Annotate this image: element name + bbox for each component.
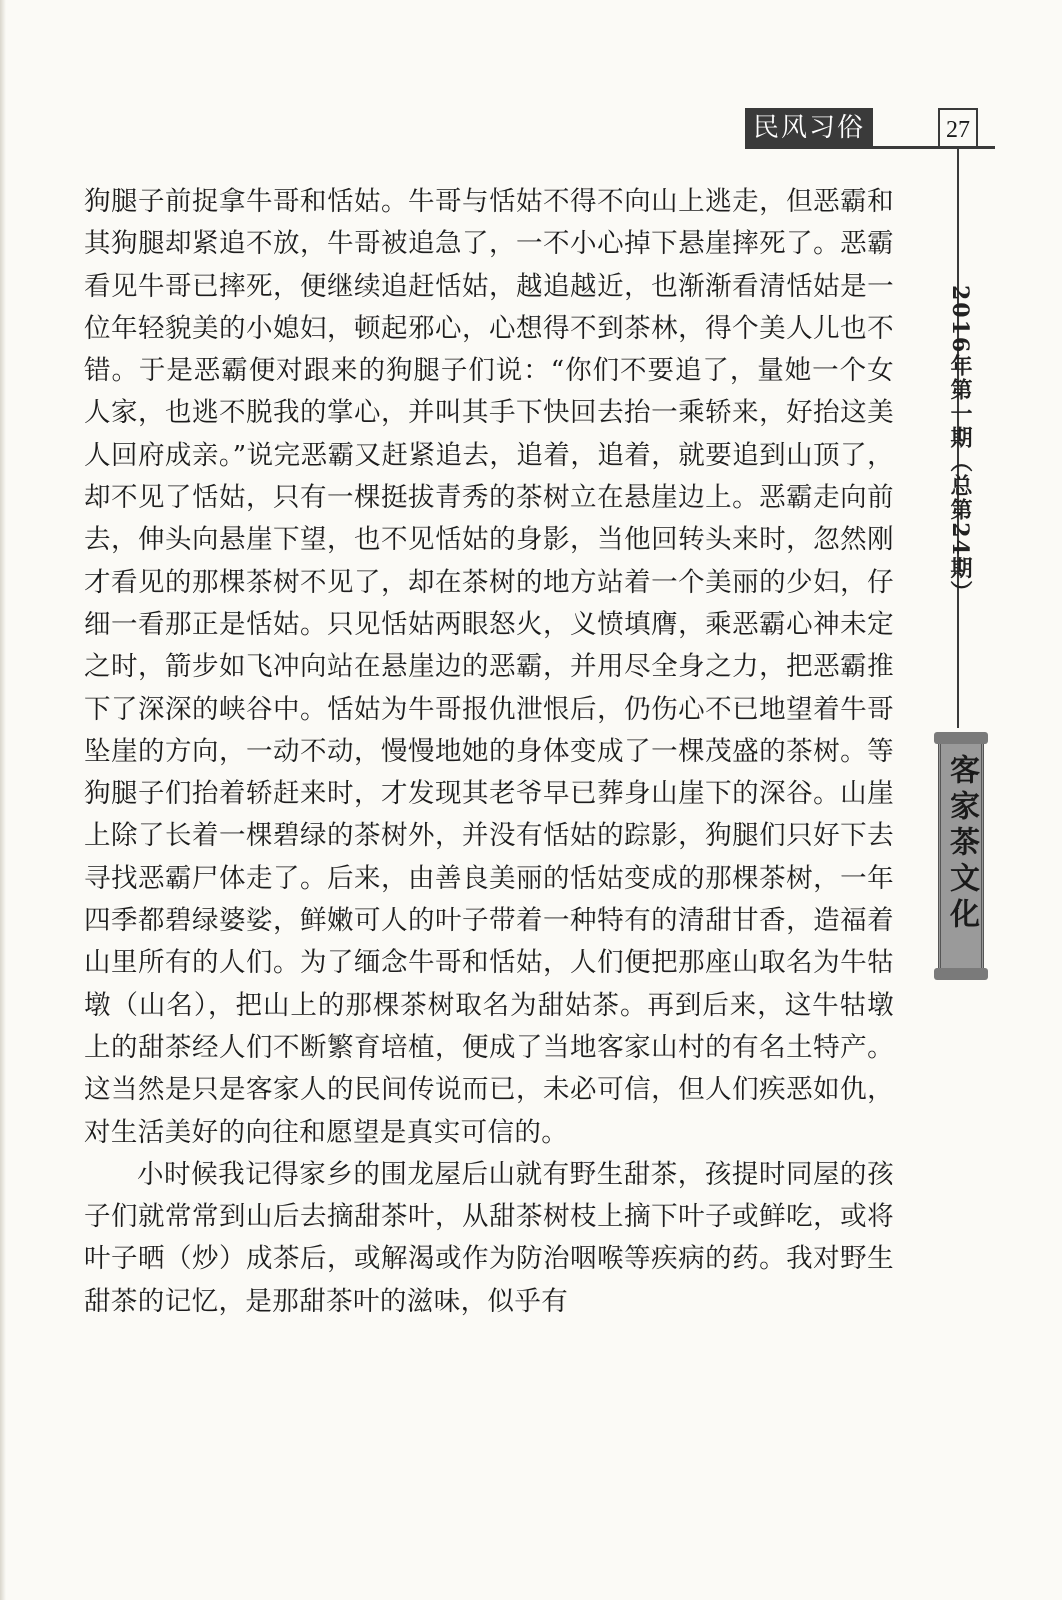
article-paragraph-1: 狗腿子前捉拿牛哥和恬姑。牛哥与恬姑不得不向山上逃走，但恶霸和其狗腿却紧追不放，牛哥被追急了，一不小心掉下悬崖摔死了。恶霸看见牛哥已摔死，便继续追赶恬姑，越追越近，也渐渐看清恬姑是一位年轻貌美的小媳妇，顿起邪心，心想得不到茶林，得个美人儿也不错。于是恶霸便对跟来的狗腿子们说：“你们不要追了，量她一个女人家，也逃不脱我的掌心，并叫其手下快回去抬一乘轿来，好抬这美人回府成亲。”说完恶霸又赶紧追去，追着，追着，就要追到山顶了，却不见了恬姑，只有一棵挺拔青秀的茶树立在悬崖边上。恶霸走向前去，伸头向悬崖下望，也不见恬姑的身影，当他回转头来时，忽然刚才看见的那棵茶树不见了，却在茶树的地方站着一个美丽的少妇，仔细一看那正是恬姑。只见恬姑两眼怒火，义愤填膺，乘恶霸心神未定之时，箭步如飞冲向站在悬崖边的恶霸，并用尽全身之力，把恶霸推下了深深的峡谷中。恬姑为牛哥报仇泄恨后，仍伤心不已地望着牛哥坠崖的方向，一动不动，慢慢地她的身体变成了一棵茂盛的茶树。等狗腿子们抬着轿赶来时，才发现其老爷早已葬身山崖下的深谷。山崖上除了长着一棵碧绿的茶树外，并没有恬姑的踪影，狗腿们只好下去寻找恶霸尸体走了。后来，由善良美丽的恬姑变成的那棵茶树，一年四季都碧绿婆娑，鲜嫩可人的叶子带着一种特有的清甜甘香，造福着山里所有的人们。为了缅念牛哥和恬姑，人们便把那座山取名为牛牯墩（山名），把山上的那棵茶树取名为甜姑茶。再到后来，这牛牯墩上的甜茶经人们不断繁育培植，便成了当地客家山村的有名土特产。这当然是只是客家人的民间传说而已，未必可信，但人们疾恶如仇，对生活美好的向往和愿望是真实可信的。 bbox=[84, 186, 894, 1148]
article-paragraph-2: 小时候我记得家乡的围龙屋后山就有野生甜茶，孩提时同屋的孩子们就常常到山后去摘甜茶叶，从甜茶树枝上摘下叶子或鲜吃，或将叶子晒（炒）成茶后，或解渴或作为防治咽喉等疾病的药。我对野生甜茶的记忆，是那甜茶叶的滋味，似乎有 bbox=[84, 1158, 894, 1317]
section-label: 民风习俗 bbox=[745, 108, 873, 148]
article-body bbox=[84, 181, 894, 1323]
emblem-calligraphy: 客家茶文化 bbox=[944, 754, 979, 934]
scroll-rod-top bbox=[934, 732, 988, 744]
scroll-rod-bottom bbox=[934, 968, 988, 980]
page-number: 27 bbox=[938, 108, 978, 148]
page-edge-shadow bbox=[0, 0, 6, 1600]
scroll-body bbox=[938, 744, 984, 968]
issue-info: 2016年第一期（总第24期） bbox=[947, 285, 973, 605]
emblem-scroll bbox=[934, 732, 988, 980]
